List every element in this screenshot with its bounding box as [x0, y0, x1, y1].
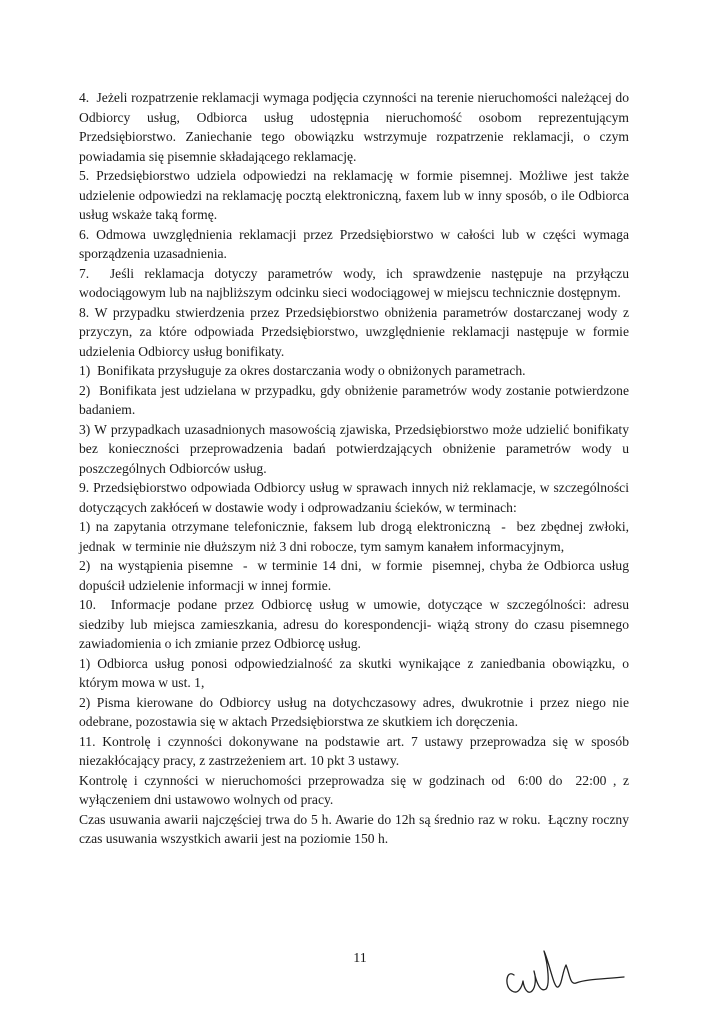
- paragraph-item-9: 9. Przedsiębiorstwo odpowiada Odbiorcy usług w sprawach innych niż reklamacje, w szczególności dotyczących zakłóceń w dostawie wody i odprowadzaniu ścieków, w terminach:: [79, 480, 629, 515]
- paragraph-item-5: 5. Przedsiębiorstwo udziela odpowiedzi na reklamację w formie pisemnej. Możliwe jest także udzielenie odpowiedzi na reklamację pocztą elektroniczną, faxem lub w inny sposób, o ile Odbiorca usług wskaże taką formę.: [79, 168, 629, 222]
- paragraph-item-11: 11. Kontrolę i czynności dokonywane na podstawie art. 7 ustawy przeprowadza się w sposób niezakłócający pracy, z zastrzeżeniem art. 10 pkt 3 ustawy.: [79, 733, 629, 768]
- paragraph-inspection-hours: Kontrolę i czynności w nieruchomości przeprowadza się w godzinach od 6:00 do 22:00 , z wyłączeniem dni ustawowo wolnych od pracy.: [79, 772, 629, 807]
- paragraph-item-8: 8. W przypadku stwierdzenia przez Przedsiębiorstwo obniżenia parametrów dostarczanej wody z przyczyn, za które odpowiada Przedsiębiorstwo, uwzględnienie reklamacji następuje w formie udzielenia Odbiorcy usług bonifikaty.: [79, 304, 629, 359]
- paragraph-subitem-9-2: 2) na wystąpienia pisemne - w terminie 14 dni, w formie pisemnej, chyba że Odbiorca usług dopuścił udzielenie informacji w innej formie.: [79, 558, 629, 593]
- paragraph-item-7: 7. Jeśli reklamacja dotyczy parametrów wody, ich sprawdzenie następuje na przyłączu wodociągowym lub na najbliższym odcinku sieci wodociągowej w miejscu technicznie dostępnym.: [79, 265, 629, 300]
- document-body: [79, 88, 629, 849]
- paragraph-subitem-8-1: 1) Bonifikata przysługuje za okres dostarczania wody o obniżonych parametrach.: [79, 363, 526, 378]
- paragraph-failure-time: Czas usuwania awarii najczęściej trwa do 5 h. Awarie do 12h są średnio raz w roku. Łączny roczny czas usuwania wszystkich awarii jest na poziomie 150 h.: [79, 811, 629, 846]
- paragraph-subitem-10-2: 2) Pisma kierowane do Odbiorcy usług na dotychczasowy adres, dwukrotnie i przez niego nie odebrane, pozostawia się w aktach Przedsiębiorstwa ze skutkiem ich doręczenia.: [79, 694, 629, 729]
- page-number: 11: [353, 951, 367, 966]
- paragraph-subitem-8-3: 3) W przypadkach uzasadnionych masowością zjawiska, Przedsiębiorstwo może udzielić bonifikaty bez konieczności przeprowadzenia badań potwierdzających obniżenie parametrów wody u poszczególnych Odbiorców usług.: [79, 421, 629, 476]
- paragraph-item-6: 6. Odmowa uwzględnienia reklamacji przez Przedsiębiorstwo w całości lub w części wymaga sporządzenia uzasadnienia.: [79, 226, 629, 261]
- paragraph-subitem-10-1: 1) Odbiorca usług ponosi odpowiedzialność za skutki wynikające z zaniedbania obowiązku, o którym mowa w ust. 1,: [79, 655, 629, 690]
- paragraph-subitem-9-1: 1) na zapytania otrzymane telefonicznie, faksem lub drogą elektroniczną - bez zbędnej zwłoki, jednak w terminie nie dłuższym niż 3 dni robocze, tym samym kanałem informacyjnym,: [79, 519, 629, 554]
- paragraph-subitem-8-2: 2) Bonifikata jest udzielana w przypadku, gdy obniżenie parametrów wody zostanie potwierdzone badaniem.: [79, 382, 629, 417]
- paragraph-item-10: 10. Informacje podane przez Odbiorcę usług w umowie, dotyczące w szczególności: adresu siedziby lub miejsca zamieszkania, adresu do korespondencji- wiążą strony do czasu pisemnego zawiadomienia o ich zmianie przez Odbiorcę usług.: [79, 597, 629, 651]
- handwritten-signature: [500, 935, 630, 1005]
- paragraph-item-4: 4. Jeżeli rozpatrzenie reklamacji wymaga podjęcia czynności na terenie nieruchomości należącej do Odbiorcy usług, Odbiorca usług udostępnia nieruchomość osobom reprezentującym Przedsiębiorstwo. Zaniechanie tego obowiązku wstrzymuje rozpatrzenie reklamacji, o czym powiadamia się pisemnie składającego reklamację.: [79, 90, 629, 164]
